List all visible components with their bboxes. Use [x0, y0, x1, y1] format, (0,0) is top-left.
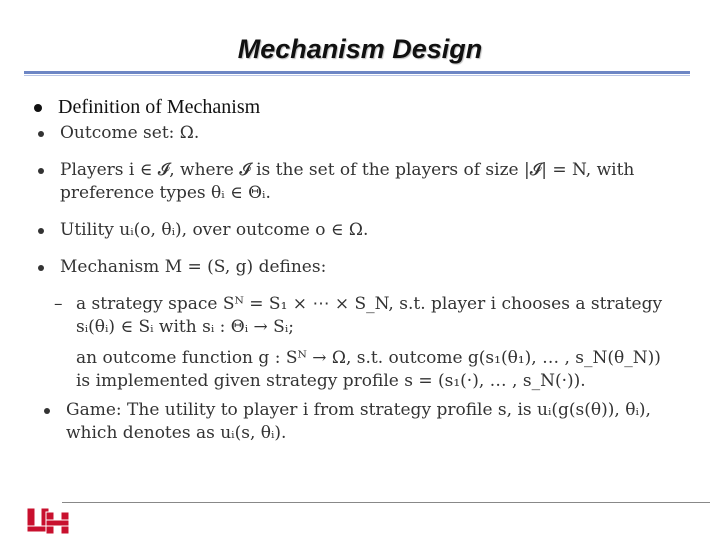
bullet-text-line: Players i ∈ 𝓘, where 𝓘 is the set of the players of size |𝓘| = N, with [60, 160, 635, 180]
bullet-icon [38, 265, 44, 271]
title-rule [24, 71, 690, 74]
section-heading [34, 96, 260, 119]
bullet-icon [44, 408, 50, 414]
bullet-icon [38, 131, 44, 137]
bullet-icon [38, 228, 44, 234]
bullet-players [36, 159, 696, 205]
slide-title: Mechanism Design [237, 34, 483, 64]
dash-icon: – [54, 294, 63, 314]
bullet-icon [38, 168, 44, 174]
slide-content [36, 122, 696, 459]
bullet-text: Outcome set: Ω. [60, 123, 200, 143]
bullet-utility [36, 219, 696, 242]
bullet-game [42, 399, 696, 445]
bullet-text-line: which denotes as uᵢ(s, θᵢ). [66, 423, 287, 443]
bullet-outcome [36, 122, 696, 145]
sub-bullet-line: sᵢ(θᵢ) ∈ Sᵢ with sᵢ : Θᵢ → Sᵢ; [76, 317, 294, 337]
uh-logo-icon [26, 506, 70, 540]
bullet-text: Utility uᵢ(o, θᵢ), over outcome o ∈ Ω. [60, 220, 369, 240]
title-rule-thin [24, 75, 690, 76]
bullet-text: Mechanism M = (S, g) defines: [60, 257, 327, 277]
bullet-text-line: Game: The utility to player i from strategy profile s, is uᵢ(g(s(θ)), θᵢ), [66, 400, 651, 420]
sub-bullet-line: a strategy space Sᴺ = S₁ × ⋯ × S_N, s.t. player i chooses a strategy [76, 294, 663, 314]
sub-bullet-line: an outcome function g : Sᴺ → Ω, s.t. outcome g(s₁(θ₁), … , s_N(θ_N)) [76, 348, 661, 368]
heading-text: Definition of Mechanism [58, 96, 261, 118]
sub-bullet-line: is implemented given strategy profile s = (s₁(·), … , s_N(·)). [76, 371, 586, 391]
bullet-text-line: preference types θᵢ ∈ Θᵢ. [60, 183, 271, 203]
heading-bullet-icon [34, 104, 42, 112]
sub-bullet-outcome-function [12, 347, 696, 393]
sub-bullet-strategy [12, 293, 696, 339]
bullet-mechanism [36, 256, 696, 279]
footer-rule [62, 502, 710, 503]
